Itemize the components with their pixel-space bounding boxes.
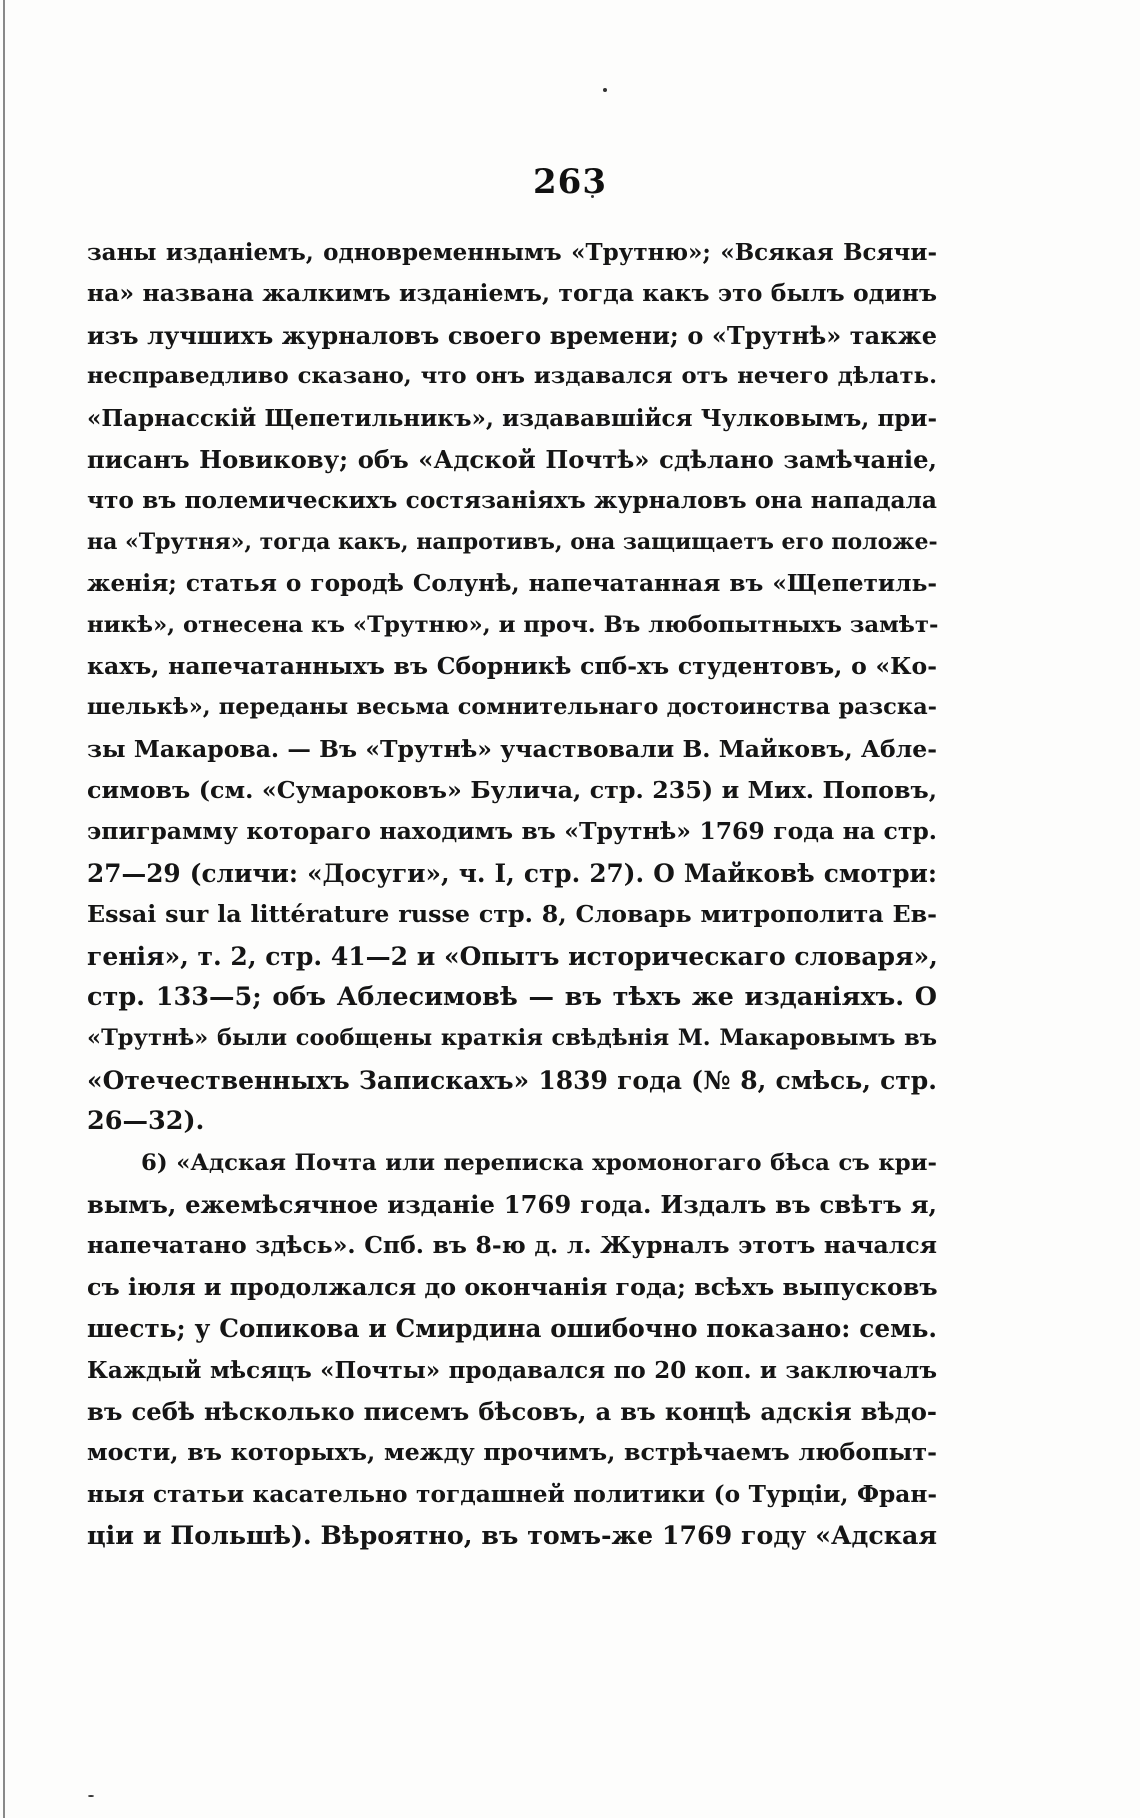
text-line: 27—29 (сличи: «Досуги», ч. I, стр. 27). О Майковѣ смотри: (87, 858, 937, 888)
paragraph-end-line: 26—32). (87, 1106, 205, 1137)
paragraph-start-line: 6) «Адская Почта или переписка хромоногаго бѣса съ кри- (141, 1149, 937, 1176)
text-line: шелькѣ», переданы весьма сомнительнаго достоинства разска- (87, 694, 937, 721)
page-number: 263 (533, 162, 607, 202)
text-line: что въ полемическихъ состязаніяхъ журналовъ она нападала (87, 487, 937, 515)
text-line: «Трутнѣ» были сообщены краткія свѣдѣнія М. Макаровымъ въ (87, 1025, 937, 1052)
text-line: никѣ», отнесена къ «Трутню», и проч. Въ любопытныхъ замѣт- (87, 611, 939, 638)
print-speck (603, 88, 607, 92)
text-line: стр. 133—5; объ Аблесимовѣ — въ тѣхъ же изданіяхъ. О (87, 982, 937, 1013)
body-text (87, 232, 937, 1557)
text-line: на «Трутня», тогда какъ, напротивъ, она защищаетъ его положе- (87, 528, 938, 555)
text-line: ныя статьи касательно тогдашней политики (о Турціи, Фран- (87, 1480, 937, 1508)
text-line: генія», т. 2, стр. 41—2 и «Опытъ историческаго словаря», (87, 941, 938, 971)
text-line: на» названа жалкимъ изданіемъ, тогда какъ это былъ одинъ (87, 279, 937, 308)
text-line: Essai sur la littérature russe стр. 8, Словарь митрополита Ев- (87, 900, 937, 929)
text-line: въ себѣ нѣсколько писемъ бѣсовъ, а въ концѣ адскія вѣдо- (87, 1396, 937, 1426)
text-line: «Отечественныхъ Запискахъ» 1839 года (№ 8, смѣсь, стр. (87, 1065, 937, 1095)
text-line: симовъ (см. «Сумароковъ» Булича, стр. 235) и Мих. Поповъ, (87, 776, 937, 805)
text-line: эпиграмму котораго находимъ въ «Трутнѣ» 1769 года на стр. (87, 817, 937, 846)
text-line: шесть; у Сопикова и Смирдина ошибочно показано: семь. (87, 1314, 937, 1344)
text-line: изъ лучшихъ журналовъ своего времени; о «Трутнѣ» также (87, 320, 937, 350)
text-line: «Парнасскій Щепетильникъ», издававшійся Чулковымъ, при- (87, 404, 937, 432)
text-line: Каждый мѣсяцъ «Почты» продавался по 20 коп. и заключалъ (87, 1356, 937, 1384)
text-line: напечатано здѣсь». Спб. въ 8-ю д. л. Журналъ этотъ начался (87, 1231, 937, 1260)
text-line: вымъ, ежемѣсячное изданіе 1769 года. Издалъ въ свѣтъ я, (87, 1189, 937, 1219)
text-line: съ іюля и продолжался до окончанія года; всѣхъ выпусковъ (87, 1272, 938, 1301)
text-line: женія; статья о городѣ Солунѣ, напечатанная въ «Щепетиль- (87, 570, 937, 598)
text-line: писанъ Новикову; объ «Адской Почтѣ» сдѣлано замѣчаніе, (87, 444, 937, 474)
text-line: заны изданіемъ, одновременнымъ «Трутню»; «Всякая Всячи- (87, 239, 937, 266)
text-line: несправедливо сказано, что онъ издавался отъ нечего дѣлать. (87, 363, 937, 390)
page-edge-line (3, 0, 5, 1818)
text-line: зы Макарова. — Въ «Трутнѣ» участвовали В. Майковъ, Абле- (87, 734, 937, 763)
print-speck (88, 1795, 94, 1797)
text-line: мости, въ которыхъ, между прочимъ, встрѣчаемъ любопыт- (87, 1438, 937, 1467)
text-line: ціи и Польшѣ). Вѣроятно, въ томъ-же 1769 году «Адская (87, 1520, 937, 1551)
text-line: кахъ, напечатанныхъ въ Сборникѣ спб-хъ студентовъ, о «Ко- (87, 651, 937, 680)
